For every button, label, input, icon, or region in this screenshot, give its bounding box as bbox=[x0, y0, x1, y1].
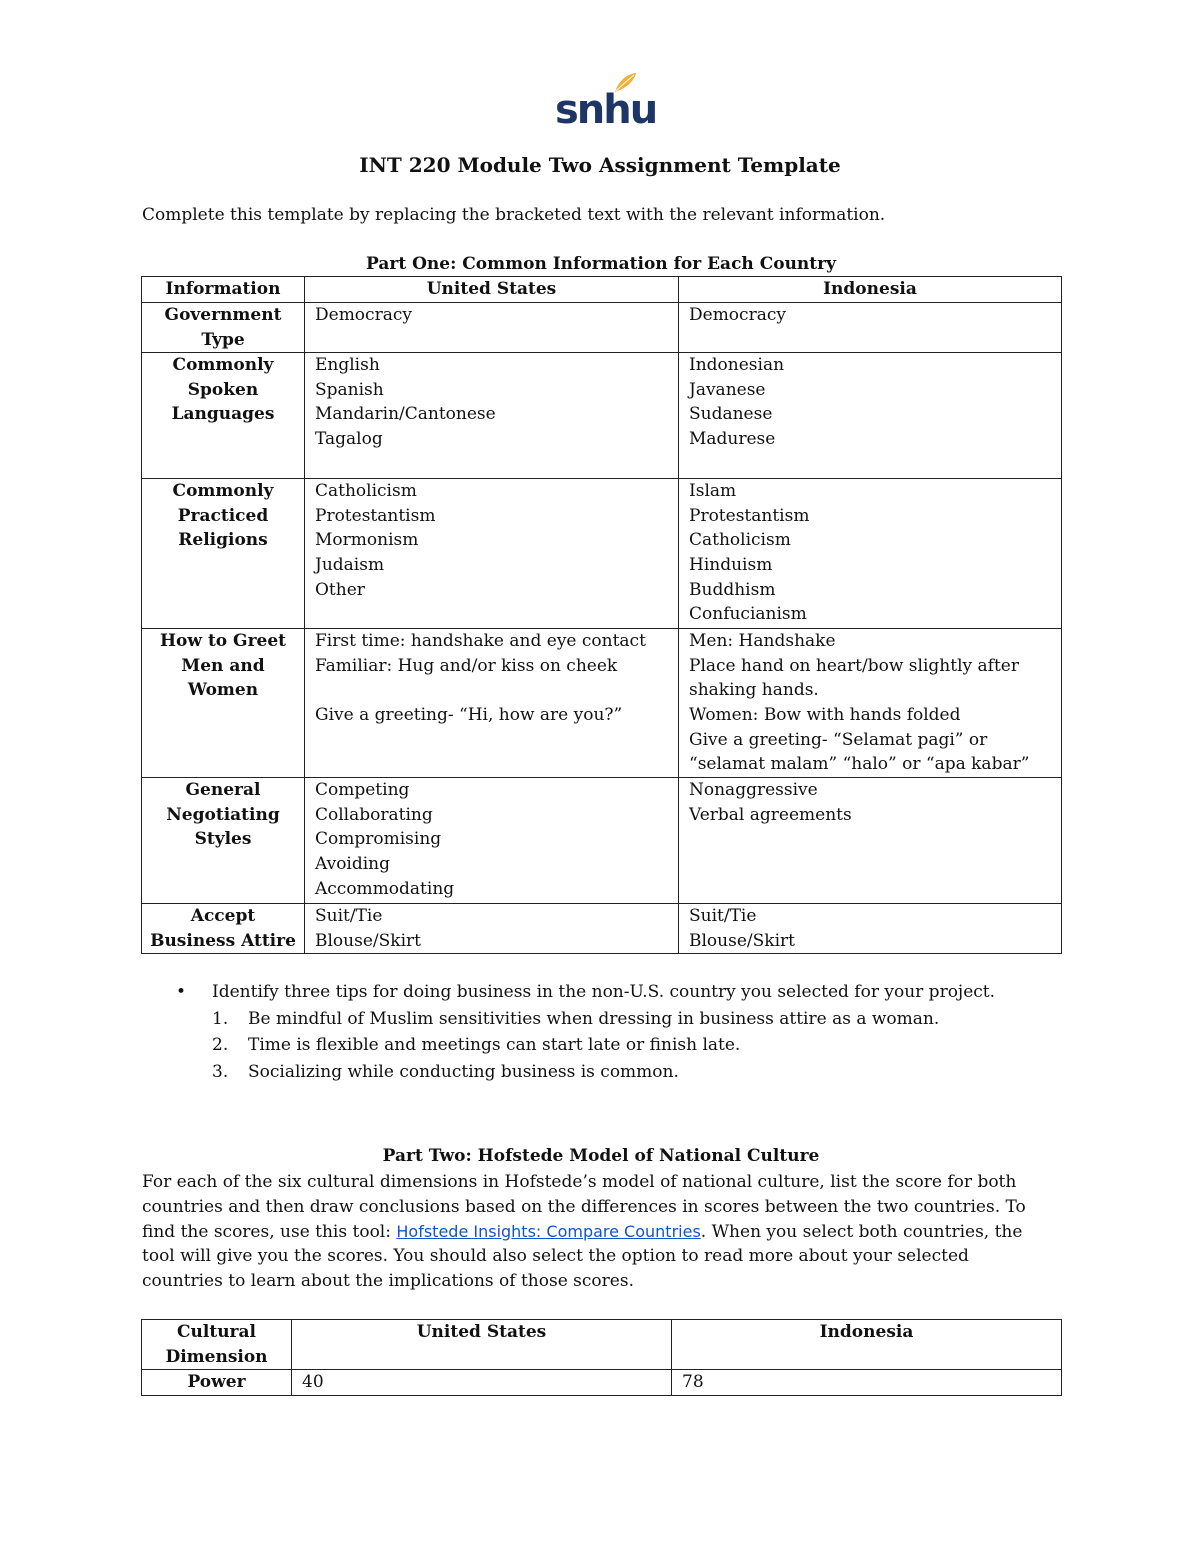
cell-line: Compromising bbox=[315, 829, 442, 850]
cell-line: Familiar: Hug and/or kiss on cheek bbox=[315, 655, 618, 676]
header-united-states: United States bbox=[305, 277, 679, 303]
indonesia-cell bbox=[679, 778, 1062, 904]
cell-line: Catholicism bbox=[689, 530, 791, 551]
cell-line: Mormonism bbox=[315, 530, 419, 551]
cell-line: Protestantism bbox=[689, 505, 810, 526]
document-title: INT 220 Module Two Assignment Template bbox=[359, 153, 841, 177]
cell-line: Blouse/Skirt bbox=[315, 930, 421, 951]
header-cultural-dimension: Cultural Dimension bbox=[142, 1320, 292, 1370]
cell-line: Avoiding bbox=[315, 853, 391, 874]
cell-line: Nonaggressive bbox=[689, 780, 818, 801]
indonesia-cell bbox=[679, 303, 1062, 353]
table-row bbox=[142, 778, 1062, 904]
cell-line: Practiced bbox=[177, 505, 269, 526]
cell-line: General bbox=[185, 780, 261, 801]
instructions-text-continued: . When you select both countries, the tool will give you the scores. You should also select the option to read more about your selected countries to learn about the implications of those scores. bbox=[142, 1221, 1023, 1292]
cell-line: Buddhism bbox=[689, 579, 776, 600]
cell-line: Languages bbox=[171, 404, 275, 425]
table-row bbox=[142, 904, 1062, 954]
cell-line: shaking hands. bbox=[689, 680, 819, 701]
table-row bbox=[142, 1370, 1062, 1396]
cell-line: Women: Bow with hands folded bbox=[689, 704, 961, 725]
united-states-cell bbox=[305, 479, 679, 629]
cell-line: “selamat malam” “halo” or “apa kabar” bbox=[689, 754, 1030, 775]
cell-line: Verbal agreements bbox=[689, 804, 852, 825]
cell-line: Democracy bbox=[689, 305, 786, 325]
indonesia-cell bbox=[679, 629, 1062, 778]
header-indonesia: Indonesia bbox=[679, 277, 1062, 303]
cell-line: Suit/Tie bbox=[315, 906, 383, 927]
cell-line: Place hand on heart/bow slightly after bbox=[689, 655, 1019, 676]
indonesia-cell bbox=[679, 904, 1062, 954]
cell-line: Mandarin/Cantonese bbox=[315, 404, 496, 425]
table-row bbox=[142, 303, 1062, 353]
header-united-states: United States bbox=[292, 1320, 672, 1370]
instructions-text: For each of the six cultural dimensions in Hofstede’s model of national culture, list the score for both countries and then draw conclusions based on the differences in scores between the two countries. To find the scores, use this tool: bbox=[142, 1172, 1026, 1242]
list-item bbox=[142, 1059, 1042, 1086]
row-label: Power bbox=[142, 1370, 292, 1396]
cell-line: Hinduism bbox=[689, 554, 773, 575]
hofstede-link[interactable]: Hofstede Insights: Compare Countries bbox=[396, 1221, 701, 1241]
cell-line: Confucianism bbox=[689, 604, 807, 625]
bullet-icon: • bbox=[176, 982, 187, 1002]
cell-line: First time: handshake and eye contact bbox=[315, 631, 646, 652]
snhu-logo bbox=[555, 72, 657, 133]
intro-text: Complete this template by replacing the bracketed text with the relevant information. bbox=[142, 205, 886, 225]
cell-line: Men: Handshake bbox=[689, 631, 836, 652]
cell-line: Give a greeting- “Hi, how are you?” bbox=[315, 704, 623, 725]
cell-line: Women bbox=[187, 680, 259, 701]
cell-line: Spoken bbox=[187, 379, 259, 400]
list-number: 2. bbox=[212, 1035, 229, 1055]
cell-line: Indonesian bbox=[689, 355, 785, 376]
table-row bbox=[142, 353, 1062, 479]
indonesia-cell bbox=[679, 479, 1062, 629]
table-row bbox=[142, 479, 1062, 629]
cell-line: Suit/Tie bbox=[689, 906, 757, 927]
part-two-heading: Part Two: Hofstede Model of National Culture bbox=[382, 1146, 820, 1166]
cell-line: Collaborating bbox=[315, 804, 433, 825]
list-item bbox=[142, 1006, 1042, 1033]
cell-line: Spanish bbox=[315, 379, 384, 400]
hofstede-table bbox=[141, 1319, 1062, 1396]
header-information: Information bbox=[142, 277, 305, 303]
united-states-cell bbox=[305, 778, 679, 904]
list-number: 3. bbox=[212, 1061, 229, 1082]
united-states-cell bbox=[305, 629, 679, 778]
cell-line: Tagalog bbox=[315, 428, 383, 449]
cell-line bbox=[315, 678, 668, 703]
row-label bbox=[142, 353, 305, 479]
tip-text: Socializing while conducting business is common. bbox=[248, 1061, 679, 1082]
cell-line: Men and bbox=[181, 655, 265, 676]
cell-line: Commonly bbox=[172, 481, 274, 502]
list-number: 1. bbox=[212, 1008, 229, 1029]
cell-line: Protestantism bbox=[315, 505, 436, 526]
cell-line: Islam bbox=[689, 481, 737, 502]
header-indonesia: Indonesia bbox=[672, 1320, 1062, 1370]
cell-line: Catholicism bbox=[315, 481, 417, 502]
logo-wordmark: snhu bbox=[555, 87, 657, 133]
cell-line: Negotiating bbox=[166, 804, 280, 825]
cell-line: Religions bbox=[178, 530, 268, 551]
cell-line: Accept bbox=[190, 906, 256, 927]
indonesia-cell bbox=[679, 353, 1062, 479]
cell-line: Give a greeting- “Selamat pagi” or bbox=[689, 729, 988, 750]
list-item bbox=[142, 1032, 1042, 1059]
part-one-heading: Part One: Common Information for Each Country bbox=[366, 254, 836, 274]
cell-line: Javanese bbox=[689, 379, 766, 400]
cell-line: Judaism bbox=[315, 554, 385, 575]
cell-line: Government bbox=[164, 305, 282, 325]
cell-line: Blouse/Skirt bbox=[689, 930, 795, 951]
united-states-cell: 40 bbox=[292, 1370, 672, 1396]
part-two-instructions bbox=[142, 1170, 1052, 1294]
tips-prompt: Identify three tips for doing business in the non-U.S. country you selected for your project. bbox=[212, 982, 996, 1002]
row-label bbox=[142, 904, 305, 954]
common-info-table bbox=[141, 276, 1062, 954]
row-label bbox=[142, 629, 305, 778]
list-item bbox=[142, 979, 1042, 1006]
cell-line: Democracy bbox=[315, 305, 412, 325]
cell-line: Styles bbox=[194, 829, 252, 850]
united-states-cell bbox=[305, 303, 679, 353]
cell-line: Competing bbox=[315, 780, 410, 801]
tip-text: Time is flexible and meetings can start late or finish late. bbox=[248, 1035, 741, 1055]
united-states-cell bbox=[305, 353, 679, 479]
row-label bbox=[142, 303, 305, 353]
indonesia-cell: 78 bbox=[672, 1370, 1062, 1396]
row-label bbox=[142, 778, 305, 904]
cell-line: Business Attire bbox=[150, 930, 296, 951]
cell-line: English bbox=[315, 355, 380, 376]
cell-line: Type bbox=[201, 329, 245, 350]
united-states-cell bbox=[305, 904, 679, 954]
cell-line: Other bbox=[315, 579, 365, 600]
cell-line: Sudanese bbox=[689, 404, 773, 425]
cell-line: Accommodating bbox=[315, 878, 455, 899]
tips-list bbox=[142, 979, 1042, 1085]
cell-line: Madurese bbox=[689, 428, 776, 449]
row-label bbox=[142, 479, 305, 629]
cell-line: Commonly bbox=[172, 355, 274, 376]
tip-text: Be mindful of Muslim sensitivities when dressing in business attire as a woman. bbox=[248, 1008, 940, 1029]
table-row bbox=[142, 629, 1062, 778]
cell-line: How to Greet bbox=[159, 631, 287, 652]
